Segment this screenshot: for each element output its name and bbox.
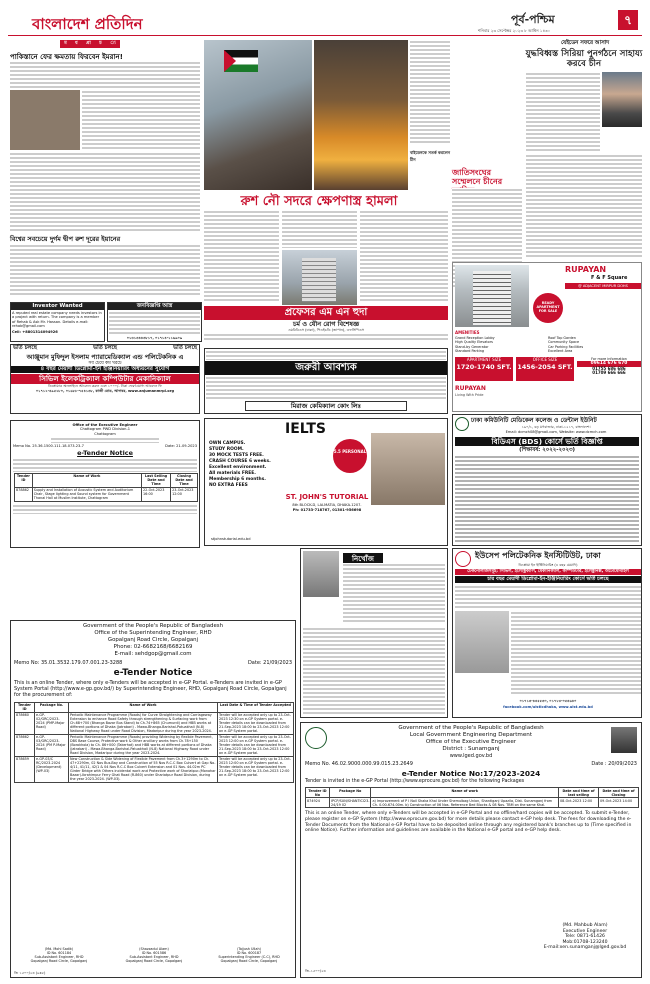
photo-building <box>282 250 357 305</box>
lged-title: e-Tender Notice No:17/2023-2024 <box>401 769 541 778</box>
gd-number: জি ১৫০০/২৩ (৯x৫) <box>14 971 46 975</box>
tender-email[interactable]: E-mail: sehdgop@gmail.com <box>114 651 192 657</box>
tender-phone: Phone: 02-6682168/6682169 <box>113 644 193 650</box>
table-cell: Supply and Installation of Acoustic System and Auditorium Chair, Stage lighting and Sound system for Government Thanai Hall at Muslim Institute, Chattogram <box>32 487 141 501</box>
tender-gov: Government of the People's Republic of Bangladesh <box>83 623 223 629</box>
amenity-item: High Quality Elevators <box>455 340 493 345</box>
table-header: Tender ID No <box>306 788 330 798</box>
lged-dept: Local Government Engineering Department <box>409 732 533 738</box>
urgent-title: জরুরী আবশ্যক <box>205 361 447 375</box>
category-strip <box>60 40 120 48</box>
signatures <box>14 947 294 963</box>
table-cell: 878659 <box>15 756 35 782</box>
tender-circle: Gopalganj Road Circle, Gopalganj <box>107 637 199 643</box>
tender-title: e-Tender Notice <box>113 668 193 678</box>
article-text <box>10 244 200 296</box>
lged-table <box>305 787 639 808</box>
sig-email[interactable]: E-mail:xen.sunamganj@lged.gov.bd <box>543 945 627 951</box>
headline-assad-kicker: যেইডেন সফরে আসাদ <box>560 40 610 46</box>
rupayan-ad <box>452 262 642 412</box>
table-cell: 878662 <box>15 734 35 756</box>
professor-title: প্রফেসর এম এন হুদা <box>204 306 448 320</box>
phone-number[interactable]: 01709 666 666 <box>592 369 626 375</box>
table-row <box>15 487 198 501</box>
amenity-item: Car Parking Facilities <box>548 344 584 349</box>
professor-sub: চর্ম ও যৌন রোগ বিশেষজ্ঞ <box>292 320 360 328</box>
tender-intro: This is an online Tender, where only e-Tenders will be accepted in e-GP Portal. e-Tenders are invited in e-GP System Portal (http://www.e-gp.gov.bd/) by Superintending Engineer, RHD, Gopalganj Road Circle, Gopalganj for the procurement of: <box>14 680 287 699</box>
ielts-item: NO EXTRA FEES <box>209 483 248 488</box>
photo-imran <box>10 90 80 150</box>
course-line: ৪ বছর মেয়াদী ডিপ্লোমা-ইন ইঞ্জিনিয়ারিং অধ্যয়নের সুযোগ <box>11 366 199 373</box>
apartment-size-value: 1720-1740 SFT. <box>456 363 512 371</box>
table-row <box>15 734 294 756</box>
ielts-item: 30 MOCK TESTS FREE. <box>209 453 264 458</box>
rupayan-tagline: @ ADJACENT MIRPUR DOHS <box>565 283 641 289</box>
info-label: For more information <box>591 357 627 361</box>
amenity-item: Community Space <box>548 340 580 345</box>
lged-date: Date : 20/09/2023 <box>591 761 637 767</box>
bds-title: বিডিএস (BDS) কোর্সে ভর্তি বিজ্ঞপ্তি <box>455 437 639 446</box>
category-letter: ম <box>64 41 67 46</box>
table-header: Package No. <box>35 702 69 712</box>
admission-ad <box>10 344 200 414</box>
tender-table <box>14 473 198 502</box>
tender-table <box>14 702 294 783</box>
college-logo-icon <box>455 417 469 431</box>
rupayan-logo: RUPAYAN <box>455 385 486 392</box>
photo-fire <box>314 40 408 190</box>
admission-note: ডিপ্লোমাও অনলাইনে আবেদন করুন এবং ১০০০/- টাকা ফেরৎযোগ্য আবেদন ফি <box>47 384 163 389</box>
professor-details: এমবিবিএস (ঢাকা), পিএইচডি (জাপান), এফসিপিএস <box>288 328 364 332</box>
tender-lged <box>300 722 642 978</box>
table-header: Last Selling Date and Time <box>142 473 171 487</box>
ielts-item: Membership 6 months. <box>209 477 266 482</box>
table-header: Name of work <box>371 788 559 798</box>
amenity-item: Standard Parking <box>455 349 485 354</box>
rupayan-sub: F & F Square <box>591 275 628 281</box>
table-cell: 09-Oct-2023 14:00 <box>599 798 639 808</box>
table-cell: Tender will be accepted only up to 23-Oct-2023 12:00 on e-GP System portal. e-Tender details can be downloaded from 21-Sep-2023 18:00 to 23-Oct-2023 12:00 on e-GP System portal. <box>218 734 294 756</box>
ielts-web[interactable]: stjohnstutorial.edu.bd <box>211 537 251 541</box>
table-row <box>306 798 639 808</box>
table-cell: 22-Oct-2023 16:00 <box>142 487 171 501</box>
table-header: Name of Work <box>69 702 218 712</box>
admission-tag: ভর্তি চলছে <box>13 345 37 351</box>
table-cell: 23-Oct-2023 12:00 <box>171 487 198 501</box>
investor-ad <box>10 302 105 342</box>
polytechnic-name: ইউসেপ পলিটেকনিক ইনস্টিটিউট, ঢাকা <box>475 551 601 560</box>
sig-title: Executive Engineer <box>562 928 608 934</box>
date-line: শনিবার ২৩ সেপ্টেম্বর ২০২৩ ৮ আশ্বিন ১৪৩০ <box>478 28 551 33</box>
table-cell: e-GP-02/GRC/2023-2024 (PMP-Major Road) <box>35 712 69 734</box>
article-text <box>204 210 279 302</box>
amenity-item: Excellent Area <box>548 349 573 354</box>
rupayan-contact <box>577 357 641 375</box>
table-cell: 878862 <box>15 487 33 501</box>
table-cell: e-GP-03/GRC/2023-2024 (PM P-Major Road) <box>35 734 69 756</box>
lged-signature <box>531 923 639 951</box>
signature-block: (Tajjush Ullah) ID No. 600187 Superintending Engineer (C.C), RHD Gopalganj Road Circle, Gopalganj <box>218 947 280 963</box>
admission-tag: ভর্তি চলছে <box>173 345 197 351</box>
obituary-title: নিখোঁজ <box>343 553 383 565</box>
signature-block: (Md. Mohi Sadik) ID No. 601184 Sub-Assistant Engineer, RHD Gopalganj Road Circle, Gopalganj <box>30 947 88 963</box>
table-header: Name of Work <box>32 473 141 487</box>
table-cell: 878660 <box>15 712 35 734</box>
sig-mob: Mob:01708-123240 <box>562 939 608 945</box>
table-cell: a) Improvement of P I Noil Shaka Khal Under Shemulbag Union, Shantiganj Upazila, Dist. Sunamganj from Ch. 0.00-674.00m. b) Construction of 06 Nos. Reference Bed Blocks & 08 Nos. TBM on the same Khal. <box>371 798 559 808</box>
masthead-logo: বাংলাদেশ প্রতিদিন <box>32 15 143 33</box>
polytechnic-ad <box>452 548 642 718</box>
tender-chattogram <box>10 420 200 548</box>
urgent-ad <box>204 348 448 414</box>
tender-title: e-Tender Notice <box>77 448 133 457</box>
admission-contact[interactable]: ০১৭১২-৪৯৫২৮০, ০১৬৮৮-৭৫৪১৩৮, কাজী রোড, আদাবর, www.anjumanmrpi.org <box>35 388 175 393</box>
article-text <box>82 90 200 150</box>
rupayan-brand: RUPAYAN <box>565 265 607 274</box>
polytechnic-sub: ডিপ্লোমা ইন ইঞ্জিনিয়ারিং (৪ বছর মেয়াদি) <box>518 563 578 567</box>
office-size-label: OFFICE SIZE <box>532 357 558 362</box>
table-cell: 08-Oct-2023 12:00 <box>559 798 599 808</box>
ielts-item: STUDY ROOM. <box>209 447 244 452</box>
side-text <box>410 40 450 145</box>
tender-office: Office of the Executive Engineer <box>72 423 138 427</box>
signature-block: (Shazzadul Alam) ID No. 601586 Sub-Assistant Engineer, RHD Gopalganj Road Circle, Gopalganj <box>125 947 183 963</box>
category-letter: ্য <box>110 41 116 46</box>
photo-caption-box <box>242 40 284 190</box>
investor-title: Investor Wanted <box>11 303 104 310</box>
lged-logo-icon <box>305 727 327 749</box>
ielts-badge: 5.5 PERSONAL <box>333 439 367 473</box>
headline-syria: যুদ্ধবিধ্বস্ত সিরিয়া পুনর্গঠনে সাহায্য করবে চীন <box>525 49 643 69</box>
college-address: ১৯০/১, বড় মগবাজার, ঢাকা-১২১৭, বাংলাদেশ। <box>521 425 591 429</box>
table-cell: Tender will be accepted only up to 23-Oct-2023 12:30 on e-GP System portal. e-Tender details can be downloaded from 21-Sep-2023 18:00 to 23-Oct-2023 12:00 on e-GP System portal. <box>218 712 294 734</box>
polytechnic-text <box>511 611 641 695</box>
article-text <box>526 154 642 259</box>
photo-missing-person <box>303 551 339 597</box>
bds-session: (শিক্ষাবর্ষ: ২০২২-২০২৩) <box>519 447 575 453</box>
phone-number[interactable]: 09614 676 670 <box>577 361 641 366</box>
photo-polytechnic <box>455 611 509 673</box>
ielts-school: ST. JOHN'S TUTORIAL <box>285 493 369 501</box>
main-headline: রুশ নৌ সদরে ক্ষেপণাস্ত্র হামলা <box>240 194 398 209</box>
ielts-list <box>209 441 329 489</box>
sig-name: (Md. Mahbub Alam) <box>562 923 608 928</box>
jono-title: জনবিজ্ঞপ্তি আস্ত্র <box>108 303 201 310</box>
photo-rupayan-building <box>455 265 529 327</box>
table-header: Closing Date and Time <box>171 473 198 487</box>
polytechnic-bottom: চার বছর মেয়াদী ডিপ্লোমা-ইন-ইঞ্জিনিয়ারিং কোর্সে ভর্তি চলছে <box>455 576 641 583</box>
page-number: ৭ <box>618 10 638 30</box>
lged-body: This is an online Tender, where only e-Tenders will be accepted in e-GP Portal and no offline/hard copies will be accepted. To submit e-Tender, please register on e-GP System (http://www.eprocure.gov.bd) for more details please contact e-GP help desk. The fees for downloading the e-Tender Documents from the National e-GP Portal have to be deposited online through any registered bank's branches up to (Time specified in online Notice). Further information and guidelines are available in the National e-GP portal and e-GP help desk. <box>305 811 632 834</box>
tender-office2: Chattogram PWD Division-1 <box>79 427 131 432</box>
tender-place: Chattogram <box>94 431 116 436</box>
ielts-item: All materials FREE. <box>209 471 256 476</box>
polytechnic-contact[interactable]: ০১৭১৩-৪৪৫৫৩০, ০১৭১৩-০৫৪৬৪০ <box>519 699 577 703</box>
table-cell: Tender will be accepted only up to 23-Oct-2023 12:00 on e-GP System portal. e-Tender details can be downloaded from 21-Sep-2023 18:00 to 23-Oct-2023 12:00 on e-GP System portal. <box>218 756 294 782</box>
obituary-ad <box>300 548 448 718</box>
section-name: পূর্ব-পশ্চিম <box>511 13 555 26</box>
college-name: ঢাকা কমিউনিটি মেডিকেল কলেজ ও ডেন্টাল ইউনিট <box>471 417 597 424</box>
ielts-ad <box>204 418 448 546</box>
ielts-item: CRASH COURSE 6 weeks. <box>209 459 271 464</box>
lged-web[interactable]: www.lged.gov.bd <box>449 753 493 759</box>
amenity-item: Grand Reception Lobby <box>455 336 495 340</box>
amenity-item: Stand-by Generator <box>455 344 489 349</box>
sig-tel: Tele: 0871-61426 <box>565 934 605 940</box>
college-email[interactable]: Email: dcmch08@gmail.com, Website: www.dcmch.com <box>505 430 607 434</box>
table-header: Last Date & Time of Tender Accepted <box>218 702 294 712</box>
ready-badge: READY APARTMENT FOR SALE <box>533 293 563 323</box>
article-text <box>10 61 200 89</box>
tender-rhd <box>10 620 296 978</box>
ielts-title: IELTS <box>285 421 327 437</box>
tender-memo: Memo No: 35.01.3532.179.07.001.23-3288 <box>14 660 123 666</box>
table-header: Date and time of last selling <box>559 788 599 798</box>
headline-imran: পাকিস্তানে ফের ক্ষমতায় ফিরবেন ইমরান! <box>10 53 123 61</box>
lged-memo: Memo No. 46.02.9000.000.99.015.23.2649 <box>305 761 413 767</box>
article-text <box>282 210 357 248</box>
photo-bangabandhu <box>611 727 637 753</box>
category-letter: চ <box>99 41 102 46</box>
lged-gov: Government of the People's Republic of Bangladesh <box>398 725 544 731</box>
apartment-size-label: APARTMENT SIZE <box>466 357 502 362</box>
category-letter: প্রা <box>86 41 91 46</box>
ielts-address: 8th BLOCK-D, LALMATIA, DHAKA-1207. <box>292 503 362 507</box>
table-cell: 874924 <box>306 798 330 808</box>
obituary-text <box>343 563 445 623</box>
tender-date: Date: 21/09/2023 <box>247 660 292 666</box>
admission-tag: ভর্তি চলছে <box>93 345 117 351</box>
tender-memo: Memo No. 25.36.1500.111.18.073.23-7 <box>13 444 84 449</box>
amenities-title: AMENITIES <box>455 330 480 335</box>
table-cell: e-GP-03/C RC/2023-2024 (Development) (WP-03) <box>35 756 69 782</box>
investor-phone[interactable]: Cell: +8801314094926 <box>12 329 58 334</box>
table-header: Package No <box>330 788 371 798</box>
table-cell: Periodic Maintenance Programme (Roads) providing Widening by flexible Pavement, DBS Base Course, Protective work & Other ancillary works from Ch.78+150 (Borokhola) to Ch. 86+000 (Takerhat) and HBB works at different portions of Dhaka (Jatrabari) - Mawa-Bhanga-Barishal-Patuakhali (N-8) National Highway Road under Road Division, Madaripur during the year 2023-2024. <box>69 734 218 756</box>
article-text <box>526 72 600 152</box>
ielts-item: OWN CAMPUS. <box>209 441 246 446</box>
polytechnic-techs: টেকনোলজিসমূহ: সিভিল, ইলেক্ট্রিক্যাল, মেকানিক্যাল, কম্পিউটার, ইলেক্ট্রনিক্স, অটোমোবাইল <box>455 569 641 575</box>
table-row <box>15 712 294 734</box>
photo-assad <box>602 72 642 127</box>
investor-body: A reputed real estate company needs investors in a project with return. The company is a member of Rehab & Ask Mr. Hassan. Details e-mail: rehab@gmail.com <box>12 311 102 329</box>
lged-intro: Tender is invited in the e-GP Portal (http://www.eprocure.gov.bd) for the following Packages <box>305 779 525 784</box>
institute-name: আঞ্জুমান মুফিদুল ইসলাম প্যারামেডিক্যাল এন্ড পলিটেকনিক এ <box>26 353 184 361</box>
flag-triangle-icon <box>224 50 236 72</box>
table-header: Tender ID <box>15 473 33 487</box>
amenities-list <box>455 336 641 354</box>
table-header: Tender ID <box>15 702 35 712</box>
article-text <box>10 152 200 232</box>
tender-date: Date: 21-09-2023 <box>165 444 197 449</box>
gd-number: জি-১৫০০/২৩ <box>305 969 326 973</box>
headline-un: জাতিসংঘের সম্মেলনে চীনের <box>452 168 503 186</box>
headline-island: বিশ্বের সবচেয়ে দুর্গম দ্বীপ রুশ দূরের ইয়ানের <box>10 235 121 243</box>
table-row <box>15 756 294 782</box>
polytechnic-web[interactable]: facebook.com/uisticdhaka, www.uist.edu.bd <box>503 705 593 709</box>
urgent-company: মিরাজ কেমিক্যাল কোং লিঃ <box>245 401 407 411</box>
dhaka-college-ad <box>452 414 642 546</box>
ielts-item: Excellent environment. <box>209 465 267 470</box>
tech-line: সিভিল ইলেকট্রিক্যাল কম্পিউটার মেকানিক্যাল <box>11 374 199 384</box>
kicker: বাইডেনকে সতর্ক করলেন চীন <box>410 150 451 162</box>
office-size-value: 1456-2054 SFT. <box>517 363 573 371</box>
institute-sub: সব চেয়ে কম খরচে <box>88 361 122 366</box>
article-text <box>360 210 448 302</box>
masthead <box>8 10 642 36</box>
office-size-box <box>516 357 574 381</box>
polytechnic-text <box>455 585 641 609</box>
table-cell: New Construction & Side Widening of Flexible Pavement from Ch.3+1290m to Ch. 47+2290m, 02 Nos Bus-Bay and Construction of 55 Nos R.C.C Box Culvert at Gap No-4/11, 41/11, 42/1 & 04 Nos R.C.C Box Culvert Extension and 01 Nos. 44.02m PC Girder Bridge with Others incidental work and Protective work of Shariatpur-(Monohar Bazar)-Ibrahimpur Ferry Ghat Road (R-860) under Shariatpur Road Division, during the year 2023-2024. (WP-03). <box>70 757 216 782</box>
college-text <box>455 455 639 543</box>
apartment-size-box <box>455 357 513 381</box>
rupayan-tagline2: Living With Pride <box>455 393 484 397</box>
jono-phone[interactable]: ০১৩১৩৪৪৩৮১৭, ০১৭১৪-১১৬৯০৯ <box>126 336 183 340</box>
table-header: Date and time of Closing <box>599 788 639 798</box>
phone-number[interactable]: 01755 686 686 <box>592 365 626 371</box>
professor-ad <box>204 306 448 346</box>
table-cell: IPCP/SUN/SHANTICI23-24/19 02 <box>331 798 370 807</box>
table-cell: Periodic Maintenance Programme (Roads) for Curve Straightening and Carriageway Extension to enhance Road Safety through strengthening & Surfacing work from Ch.68+700 (Bhanga Bazar Bus Stand) to Ch.74+865 (Chumurdi) and HBB works at different portions of Dhaka (Jatrabari) - Mawa-Bhanga-Barishal-Patuakhali (N-8) National Highway Road under Road Division, Madaripur during the year 2023-2024. <box>69 712 218 734</box>
lged-office: Office of the Executive Engineer <box>425 739 517 745</box>
jono-ad <box>107 302 202 342</box>
amenity-item: Roof Top Garden <box>548 336 576 340</box>
tender-office: Office of the Superintending Engineer, RHD <box>94 630 212 636</box>
ielts-phone[interactable]: Ph: 01733-718767, 01301-956698 <box>292 508 362 512</box>
lged-district: District : Sunamganj <box>442 746 500 752</box>
category-letter: ধ <box>75 41 78 46</box>
misc-text <box>303 627 445 715</box>
